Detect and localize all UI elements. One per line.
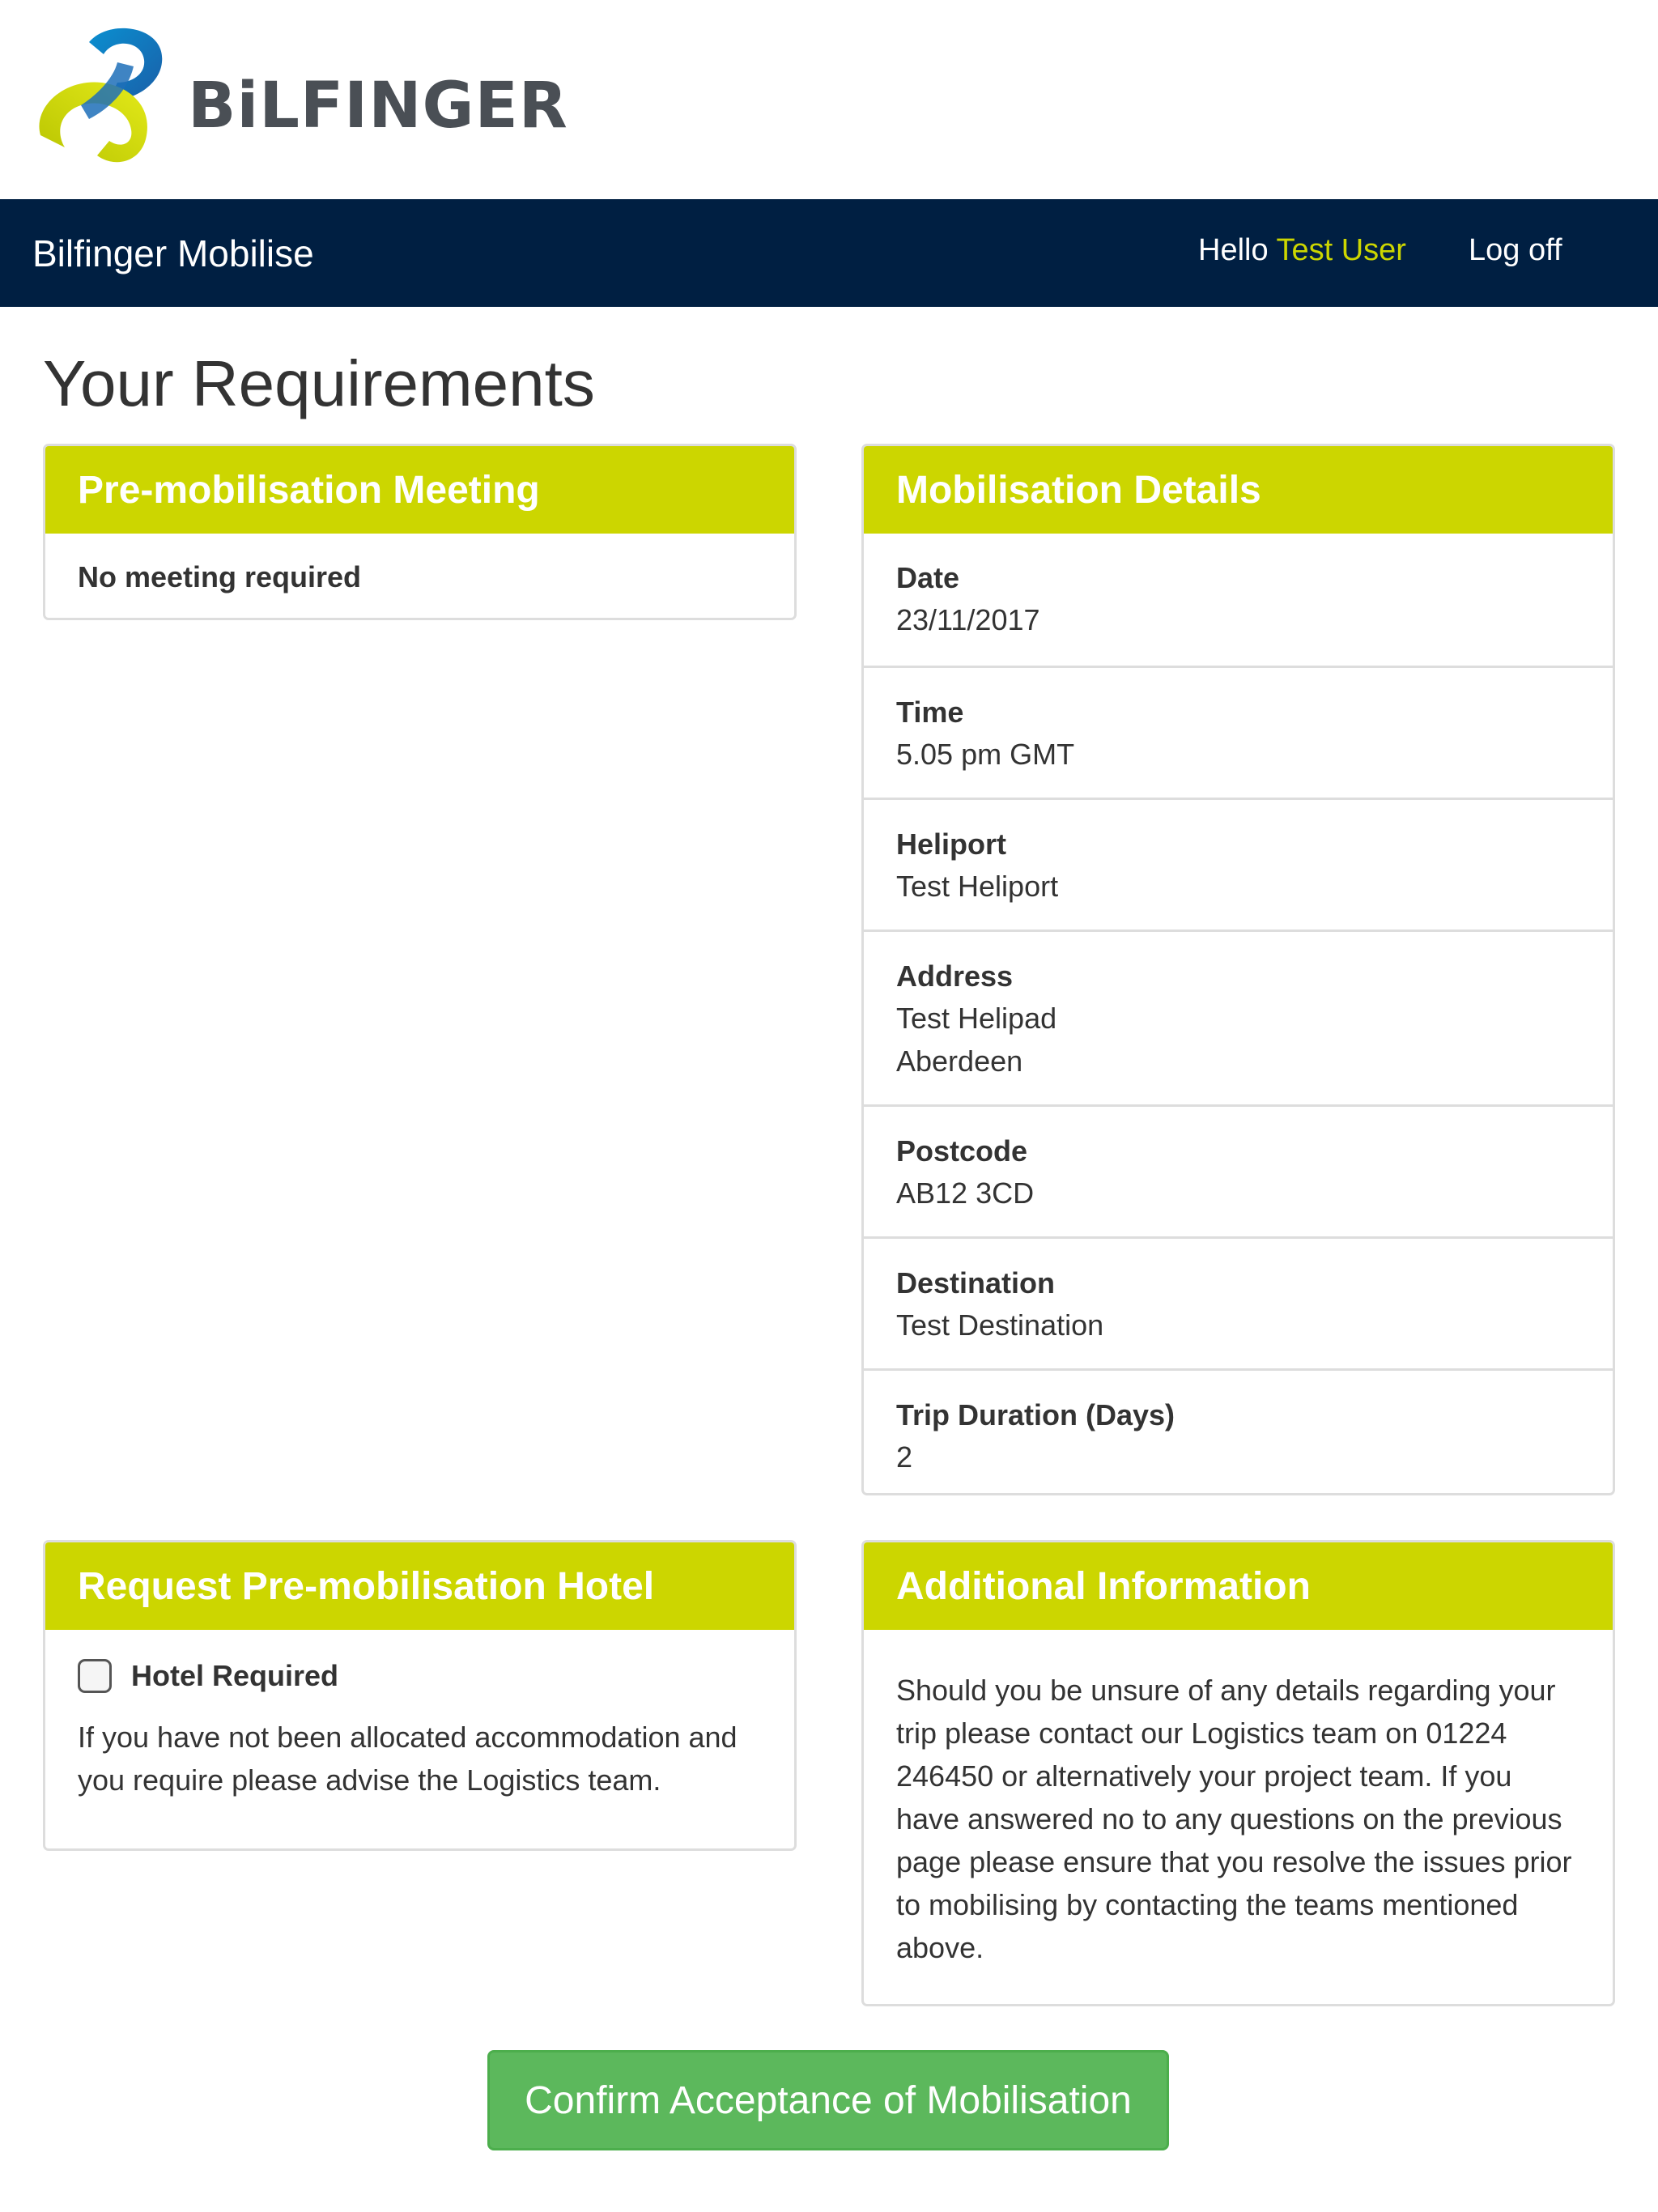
additional-panel-header bbox=[864, 1542, 1613, 1630]
app-brand[interactable]: Bilfinger Mobilise bbox=[32, 232, 314, 274]
detail-label: Heliport bbox=[896, 827, 1007, 861]
detail-value: AB12 3CD bbox=[896, 1176, 1035, 1210]
detail-date bbox=[864, 534, 1613, 666]
detail-value: 23/11/2017 bbox=[896, 603, 1040, 636]
hotel-required-label[interactable]: Hotel Required bbox=[131, 1659, 339, 1692]
detail-value: 5.05 pm GMT bbox=[896, 738, 1075, 771]
meeting-panel bbox=[43, 444, 797, 620]
hotel-required-option[interactable] bbox=[45, 1630, 794, 1693]
meeting-panel-header bbox=[45, 446, 794, 534]
mobilisation-panel-header bbox=[864, 446, 1613, 534]
detail-label: Postcode bbox=[896, 1134, 1028, 1168]
detail-value: Test Destination bbox=[896, 1308, 1104, 1342]
detail-postcode bbox=[864, 1104, 1613, 1236]
detail-value: Test Heliport bbox=[896, 870, 1059, 903]
detail-destination bbox=[864, 1236, 1613, 1368]
bilfinger-logo-icon bbox=[32, 18, 178, 164]
hotel-required-checkbox[interactable] bbox=[78, 1659, 112, 1693]
top-navbar bbox=[0, 199, 1658, 307]
detail-value: Test Helipad bbox=[896, 1002, 1057, 1035]
user-name[interactable]: Test User bbox=[1276, 233, 1406, 267]
hotel-panel-title: Request Pre-mobilisation Hotel bbox=[78, 1564, 655, 1608]
hotel-note: If you have not been allocated accommodation and you require please advise the Logistics team. bbox=[78, 1721, 738, 1797]
log-off-link[interactable]: Log off bbox=[1469, 233, 1562, 267]
additional-info-text: Should you be unsure of any details regarding your trip please contact our Logistics team on 01224 246450 or alternatively your project team. If you have answered no to any questions on the previous page please ensure that you resolve the issues prior to mobilising by contacting the teams mentioned above. bbox=[896, 1674, 1572, 1964]
user-greeting[interactable] bbox=[1198, 233, 1406, 268]
hotel-panel bbox=[43, 1540, 797, 1851]
detail-label: Trip Duration (Days) bbox=[896, 1398, 1175, 1431]
detail-label: Date bbox=[896, 561, 960, 594]
detail-heliport bbox=[864, 798, 1613, 929]
detail-label: Address bbox=[896, 959, 1014, 993]
logo-wordmark: BiLFINGER bbox=[188, 70, 568, 143]
meeting-panel-title: Pre-mobilisation Meeting bbox=[78, 468, 540, 512]
hotel-panel-header bbox=[45, 1542, 794, 1630]
confirm-mobilisation-button[interactable]: Confirm Acceptance of Mobilisation bbox=[487, 2050, 1169, 2150]
bilfinger-logo bbox=[32, 18, 568, 172]
detail-value-line2: Aberdeen bbox=[896, 1044, 1023, 1078]
detail-value: 2 bbox=[896, 1440, 913, 1474]
mobilisation-details-panel bbox=[861, 444, 1615, 1495]
mobilisation-details-list bbox=[864, 534, 1613, 1495]
additional-panel-title: Additional Information bbox=[896, 1564, 1311, 1608]
detail-label: Destination bbox=[896, 1266, 1056, 1300]
detail-label: Time bbox=[896, 696, 964, 729]
meeting-status: No meeting required bbox=[78, 560, 362, 593]
detail-time bbox=[864, 666, 1613, 798]
detail-trip-duration bbox=[864, 1368, 1613, 1495]
greeting-hello: Hello bbox=[1198, 233, 1269, 267]
additional-info-panel bbox=[861, 1540, 1615, 2006]
page-title: Your Requirements bbox=[43, 347, 595, 419]
detail-address bbox=[864, 929, 1613, 1104]
mobilisation-panel-title: Mobilisation Details bbox=[896, 468, 1261, 512]
